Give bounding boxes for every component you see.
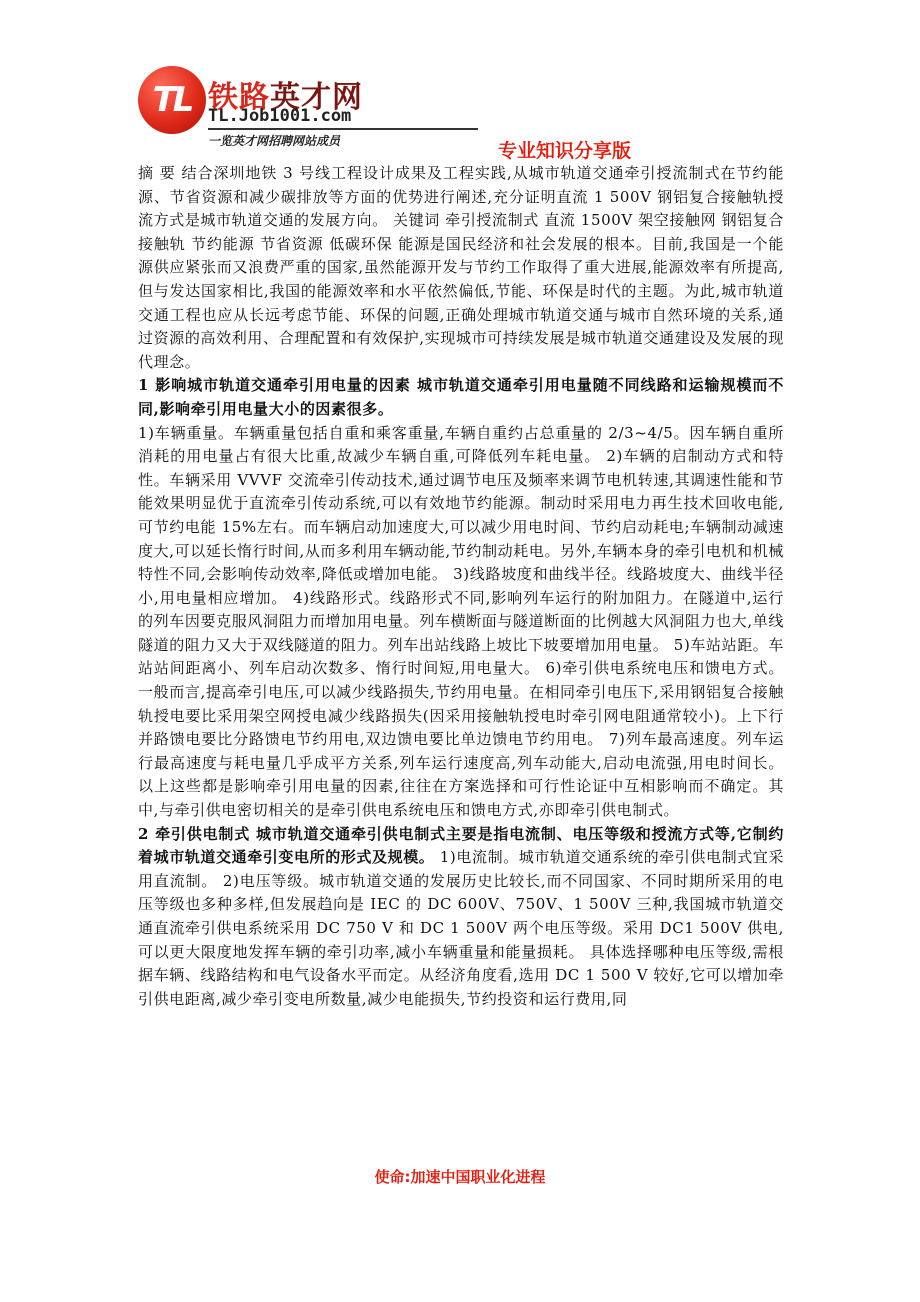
section1-text: 1)车辆重量。车辆重量包括自重和乘客重量,车辆自重约占总重量的 2/3~4/5。因车辆自重所消耗的用电量占有很大比重,故减少车辆自重,可降低列车耗电量。 2)车辆的启制动方式和特性。车辆采用 VVVF 交流牵引传动技术,通过调节电压及频率来调节电机转速,其调速性能和节能效果明显优于直流牵引传动系统,可以有效地节约能源。制动时采用电力再生技术回收电能,可节约电能 15%左右。而车辆启动加速度大,可以减少用电时间、节约启动耗电;车辆制动减速度大,可以延长惰行时间,从而多利用车辆动能,节约制动耗电。另外,车辆本身的牵引电机和机械特性不同,会影响传动效率,降低或增加电能。 3)线路坡度和曲线半径。线路坡度大、曲线半径小,用电量相应增加。 4)线路形式。线路形式不同,影响列车运行的附加阻力。在隧道中,运行的列车因要克服风洞阻力而增加用电量。列车横断面与隧道断面的比例越大风洞阻力也大,单线隧道的阻力又大于双线隧道的阻力。列车出站线路上坡比下坡要增加用电量。 5)车站站距。车站站间距离小、列车启动次数多、惰行时间短,用电量大。 6)牵引供电系统电压和馈电方式。一般而言,提高牵引电压,可以减少线路损失,节约用电量。在相同牵引电压下,采用钢铝复合接触轨授电要比采用架空网授电减少线路损失(因采用接触轨授电时牵引网电阻通常较小)。上下行并路馈电要比分路馈电节约用电,双边馈电要比单边馈电节约用电。 7)列车最高速度。列车运行最高速度与耗电量几乎成平方关系,列车运行速度高,列车动能大,启动电流强,用电时间长。 以上这些都是影响牵引用电量的因素,往往在方案选择和可行性论证中互相影响而不确定。其中,与牵引供电密切相关的是牵引供电系统电压和馈电方式,亦即牵引供电制式。 <box>138 423 784 820</box>
header <box>138 66 798 162</box>
abstract-text: 摘 要 结合深圳地铁 3 号线工程设计成果及工程实践,从城市轨道交通牵引授流制式在节约能源、节省资源和减少碳排放等方面的优势进行阐述,充分证明直流 1 500V 钢铝复合接触轨授流方式是城市轨道交通的发展方向。 关键词 牵引授流制式 直流 1500V 架空接触网 钢铝复合接触轨 节约能源 节省资源 低碳环保 能源是国民经济和社会发展的根本。目前,我国是一个能源供应紧张而又浪费严重的国家,虽然能源开发与节约工作取得了重大进展,能源效率有所提高,但与发达国家相比,我国的能源效率和水平依然偏低,节能、环保是时代的主题。为此,城市轨道交通工程也应从长远考虑节能、环保的问题,正确处理城市轨道交通与城市自然环境的关系,通过资源的高效利用、合理配置和有效保护,实现城市可持续发展是城市轨道交通建设及发展的现代理念。 <box>138 164 784 371</box>
section2-heading: 2 牵引供电制式 城市轨道交通牵引供电制式主要是指电流制、电压等级和授流方式等,它制约着城市轨道交通牵引变电所的形式及规模。 <box>138 824 784 867</box>
section1-heading: 1 影响城市轨道交通牵引用电量的因素 城市轨道交通牵引用电量随不同线路和运输规模而不同,影响牵引用电量大小的因素很多。 <box>138 376 784 418</box>
section1-paragraph <box>138 374 784 421</box>
section2-paragraph <box>138 823 784 1012</box>
section2-text: 1)电流制。城市轨道交通系统的牵引供电制式宜采用直流制。 2)电压等级。城市轨道交通的发展历史比较长,而不同国家、不同时期所采用的电压等级也多种多样,但发展趋向是 IEC 的 DC 600V、750V、1 500V 三种,我国城市轨道交通直流牵引供电系统采用 DC 750 V 和 DC 1 500V 两个电压等级。采用 DC1 500V 供电,可以更大限度地发挥车辆的牵引功率,减小车辆重量和能量损耗。 具体选择哪种电压等级,需根据车辆、线路结构和电气设备水平而定。从经济角度看,选用 DC 1 500 V 较好,它可以增加牵引供电距离,减少牵引变电所数量,减少电能损失,节约投资和运行费用,同 <box>138 848 784 1008</box>
document-body <box>138 162 784 1011</box>
logo-slogan: 一览英才网招聘网站成员 <box>208 134 341 148</box>
share-title: 专业知识分享版 <box>498 140 632 162</box>
section1-body-paragraph <box>138 422 784 823</box>
logo-underline <box>208 128 478 130</box>
abstract-paragraph <box>138 162 784 374</box>
logo-url[interactable]: TL.Job1001.com <box>208 106 352 126</box>
logo-name-part1: 铁路 <box>208 80 270 115</box>
logo-mark[interactable]: TL <box>138 66 206 134</box>
footer-mission: 使命:加速中国职业化进程 <box>374 1168 546 1186</box>
logo-name-part2: 英才网 <box>270 80 363 115</box>
